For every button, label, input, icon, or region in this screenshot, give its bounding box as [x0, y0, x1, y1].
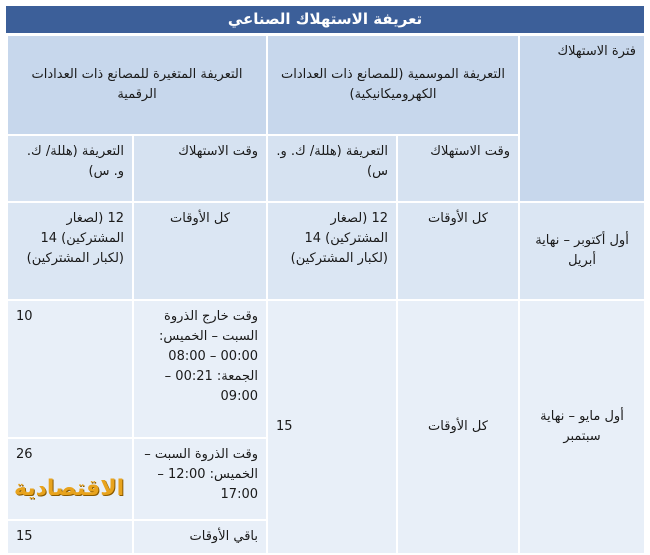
header-variable: التعريفة المتغيرة للمصانع ذات العدادات الرقمية	[7, 35, 267, 135]
header-variable-time: وقت الاستهلاك	[133, 135, 267, 202]
row-summer-offpeak	[7, 300, 645, 438]
publisher-logo: الاقتصادية	[14, 476, 125, 501]
winter-period: أول أكتوبر – نهاية أبريل	[519, 202, 645, 300]
header-seasonal-tariff: التعريفة (هللة/ ك. و. س)	[267, 135, 397, 202]
summer-peak-tariff: 26	[7, 438, 133, 520]
summer-offpeak-time: وقت خارج الذروة السبت – الخميس: 00:00 – 08:00 الجمعة: 00:21 – 09:00	[133, 300, 267, 438]
header-variable-tariff: التعريفة (هللة/ ك. و. س)	[7, 135, 133, 202]
winter-variable-time: كل الأوقات	[133, 202, 267, 300]
row-winter	[7, 202, 645, 300]
summer-rest-time: باقي الأوقات	[133, 520, 267, 554]
summer-seasonal-tariff: 15	[267, 300, 397, 554]
table-title: تعريفة الاستهلاك الصناعي	[6, 6, 644, 33]
summer-period: أول مايو – نهاية سبتمبر	[519, 300, 645, 554]
summer-rest-tariff: 15	[7, 520, 133, 554]
winter-variable-tariff: 12 (لصغار المشتركين) 14 (لكبار المشتركين)	[7, 202, 133, 300]
summer-seasonal-time: كل الأوقات	[397, 300, 519, 554]
summer-offpeak-tariff: 10	[7, 300, 133, 438]
winter-seasonal-time: كل الأوقات	[397, 202, 519, 300]
header-period: فترة الاستهلاك	[519, 35, 645, 202]
header-seasonal-time: وقت الاستهلاك	[397, 135, 519, 202]
winter-seasonal-tariff: 12 (لصغار المشتركين) 14 (لكبار المشتركين)	[267, 202, 397, 300]
header-row-main	[7, 35, 645, 135]
header-seasonal: التعريفة الموسمية (للمصانع ذات العدادات الكهروميكانيكية)	[267, 35, 519, 135]
summer-peak-time: وقت الذروة السبت – الخميس: 12:00 – 17:00	[133, 438, 267, 520]
